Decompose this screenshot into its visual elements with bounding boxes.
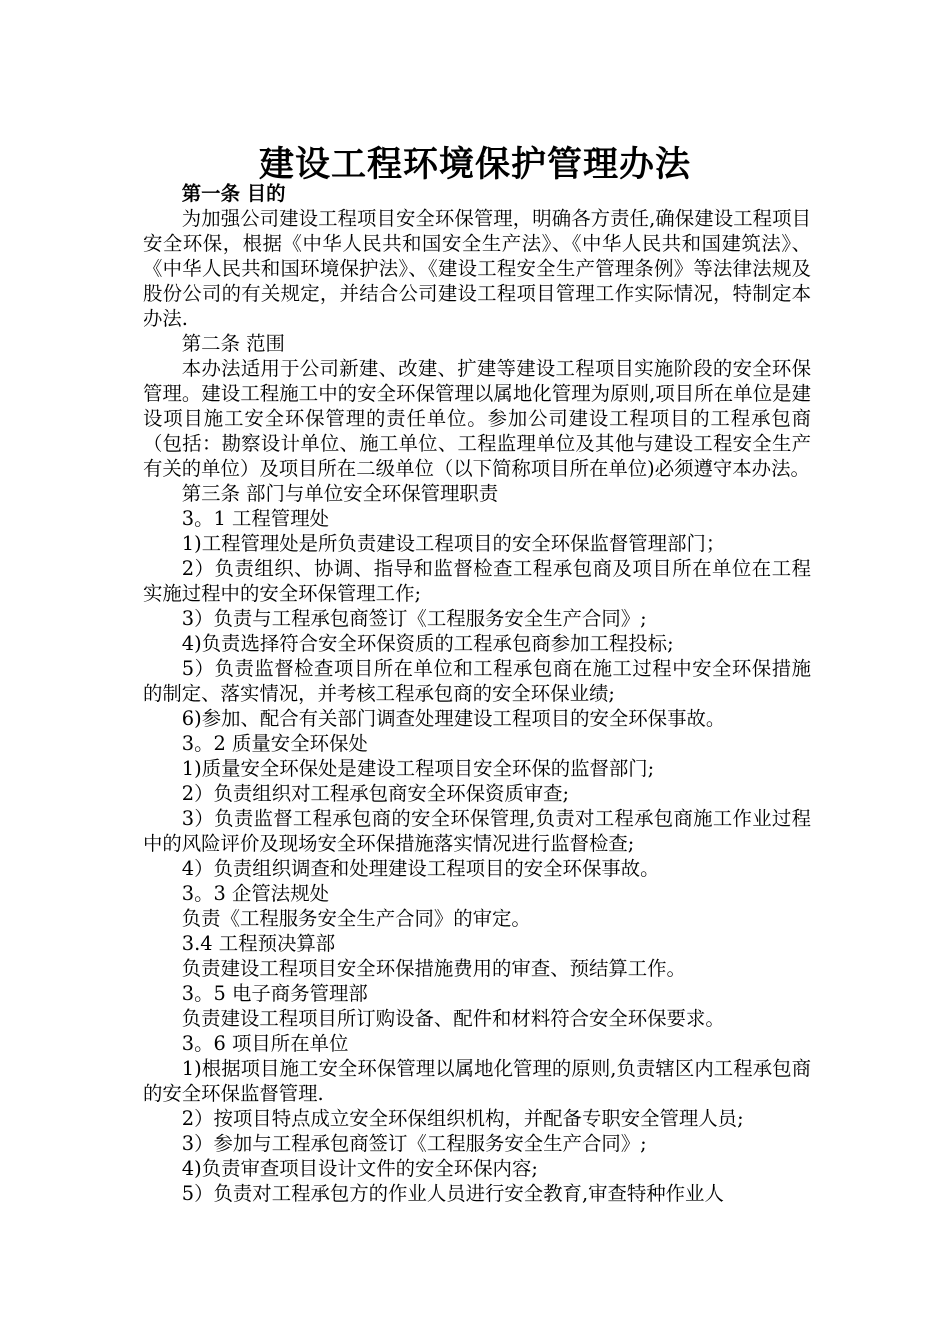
paragraph: 负责建设工程项目所订购设备、配件和材料符合安全环保要求。 bbox=[181, 1007, 725, 1030]
paragraph: 负责建设工程项目安全环保措施费用的审查、预结算工作。 bbox=[181, 957, 686, 980]
paragraph: 本办法适用于公司新建、改建、扩建等建设工程项目实施阶段的安全环保管理。建设工程施工中的安全环保管理以属地化管理为原则,项目所在单位是建设项目施工安全环保管理的责任单位。参加公司建设工程项目的工程承包商（包括：勘察设计单位、施工单位、工程监理单位及其他与建设工程安全生产有关的单位）及项目所在二级单位（以下简称项目所在单位)必须遵守本办法。 bbox=[143, 357, 811, 480]
paragraph: 5）负责监督检查项目所在单位和工程承包商在施工过程中安全环保措施的制定、落实情况，并考核工程承包商的安全环保业绩; bbox=[143, 657, 811, 705]
section-heading: 3。2 质量安全环保处 bbox=[181, 732, 368, 755]
section-heading: 第一条 目的 bbox=[181, 182, 286, 205]
section-heading: 3。3 企管法规处 bbox=[181, 882, 329, 905]
paragraph: 2）按项目特点成立安全环保组织机构，并配备专职安全管理人员; bbox=[181, 1107, 744, 1130]
section-heading: 3。1 工程管理处 bbox=[181, 507, 329, 530]
paragraph: 5）负责对工程承包方的作业人员进行安全教育,审查特种作业人 bbox=[181, 1182, 724, 1205]
paragraph: 为加强公司建设工程项目安全环保管理，明确各方责任,确保建设工程项目安全环保，根据《中华人民共和国安全生产法》、《中华人民共和国建筑法》、《中华人民共和国环境保护法》、《建设工程安全生产管理条例》等法律法规及股份公司的有关规定，并结合公司建设工程项目管理工作实际情况，特制定本办法. bbox=[143, 207, 811, 330]
section-heading: 3。5 电子商务管理部 bbox=[181, 982, 368, 1005]
section-heading: 3.4 工程预决算部 bbox=[181, 932, 336, 955]
paragraph: 1)质量安全环保处是建设工程项目安全环保的监督部门; bbox=[181, 757, 655, 780]
paragraph: 2）负责组织、协调、指导和监督检查工程承包商及项目所在单位在工程实施过程中的安全环保管理工作; bbox=[143, 557, 811, 605]
paragraph: 4）负责组织调查和处理建设工程项目的安全环保事故。 bbox=[181, 857, 660, 880]
paragraph: 2）负责组织对工程承包商安全环保资质审查; bbox=[181, 782, 570, 805]
paragraph: 1)根据项目施工安全环保管理以属地化管理的原则,负责辖区内工程承包商的安全环保监督管理. bbox=[143, 1057, 811, 1105]
document-body bbox=[143, 181, 811, 1206]
document-title: 建设工程环境保护管理办法 bbox=[258, 145, 691, 185]
paragraph: 3）负责与工程承包商签订《工程服务安全生产合同》; bbox=[181, 607, 647, 630]
paragraph: 4)负责选择符合安全环保资质的工程承包商参加工程投标; bbox=[181, 632, 674, 655]
section-heading: 3。6 项目所在单位 bbox=[181, 1032, 349, 1055]
section-heading: 第三条 部门与单位安全环保管理职责 bbox=[181, 482, 499, 505]
paragraph: 负责《工程服务安全生产合同》的审定。 bbox=[181, 907, 531, 930]
paragraph: 3）参加与工程承包商签订《工程服务安全生产合同》; bbox=[181, 1132, 647, 1155]
section-heading: 第二条 范围 bbox=[181, 332, 285, 355]
paragraph: 4)负责审查项目设计文件的安全环保内容; bbox=[181, 1157, 538, 1180]
paragraph: 3）负责监督工程承包商的安全环保管理,负责对工程承包商施工作业过程中的风险评价及现场安全环保措施落实情况进行监督检查; bbox=[143, 807, 811, 855]
paragraph: 1)工程管理处是所负责建设工程项目的安全环保监督管理部门； bbox=[181, 532, 726, 555]
paragraph: 6)参加、配合有关部门调查处理建设工程项目的安全环保事故。 bbox=[181, 707, 726, 730]
